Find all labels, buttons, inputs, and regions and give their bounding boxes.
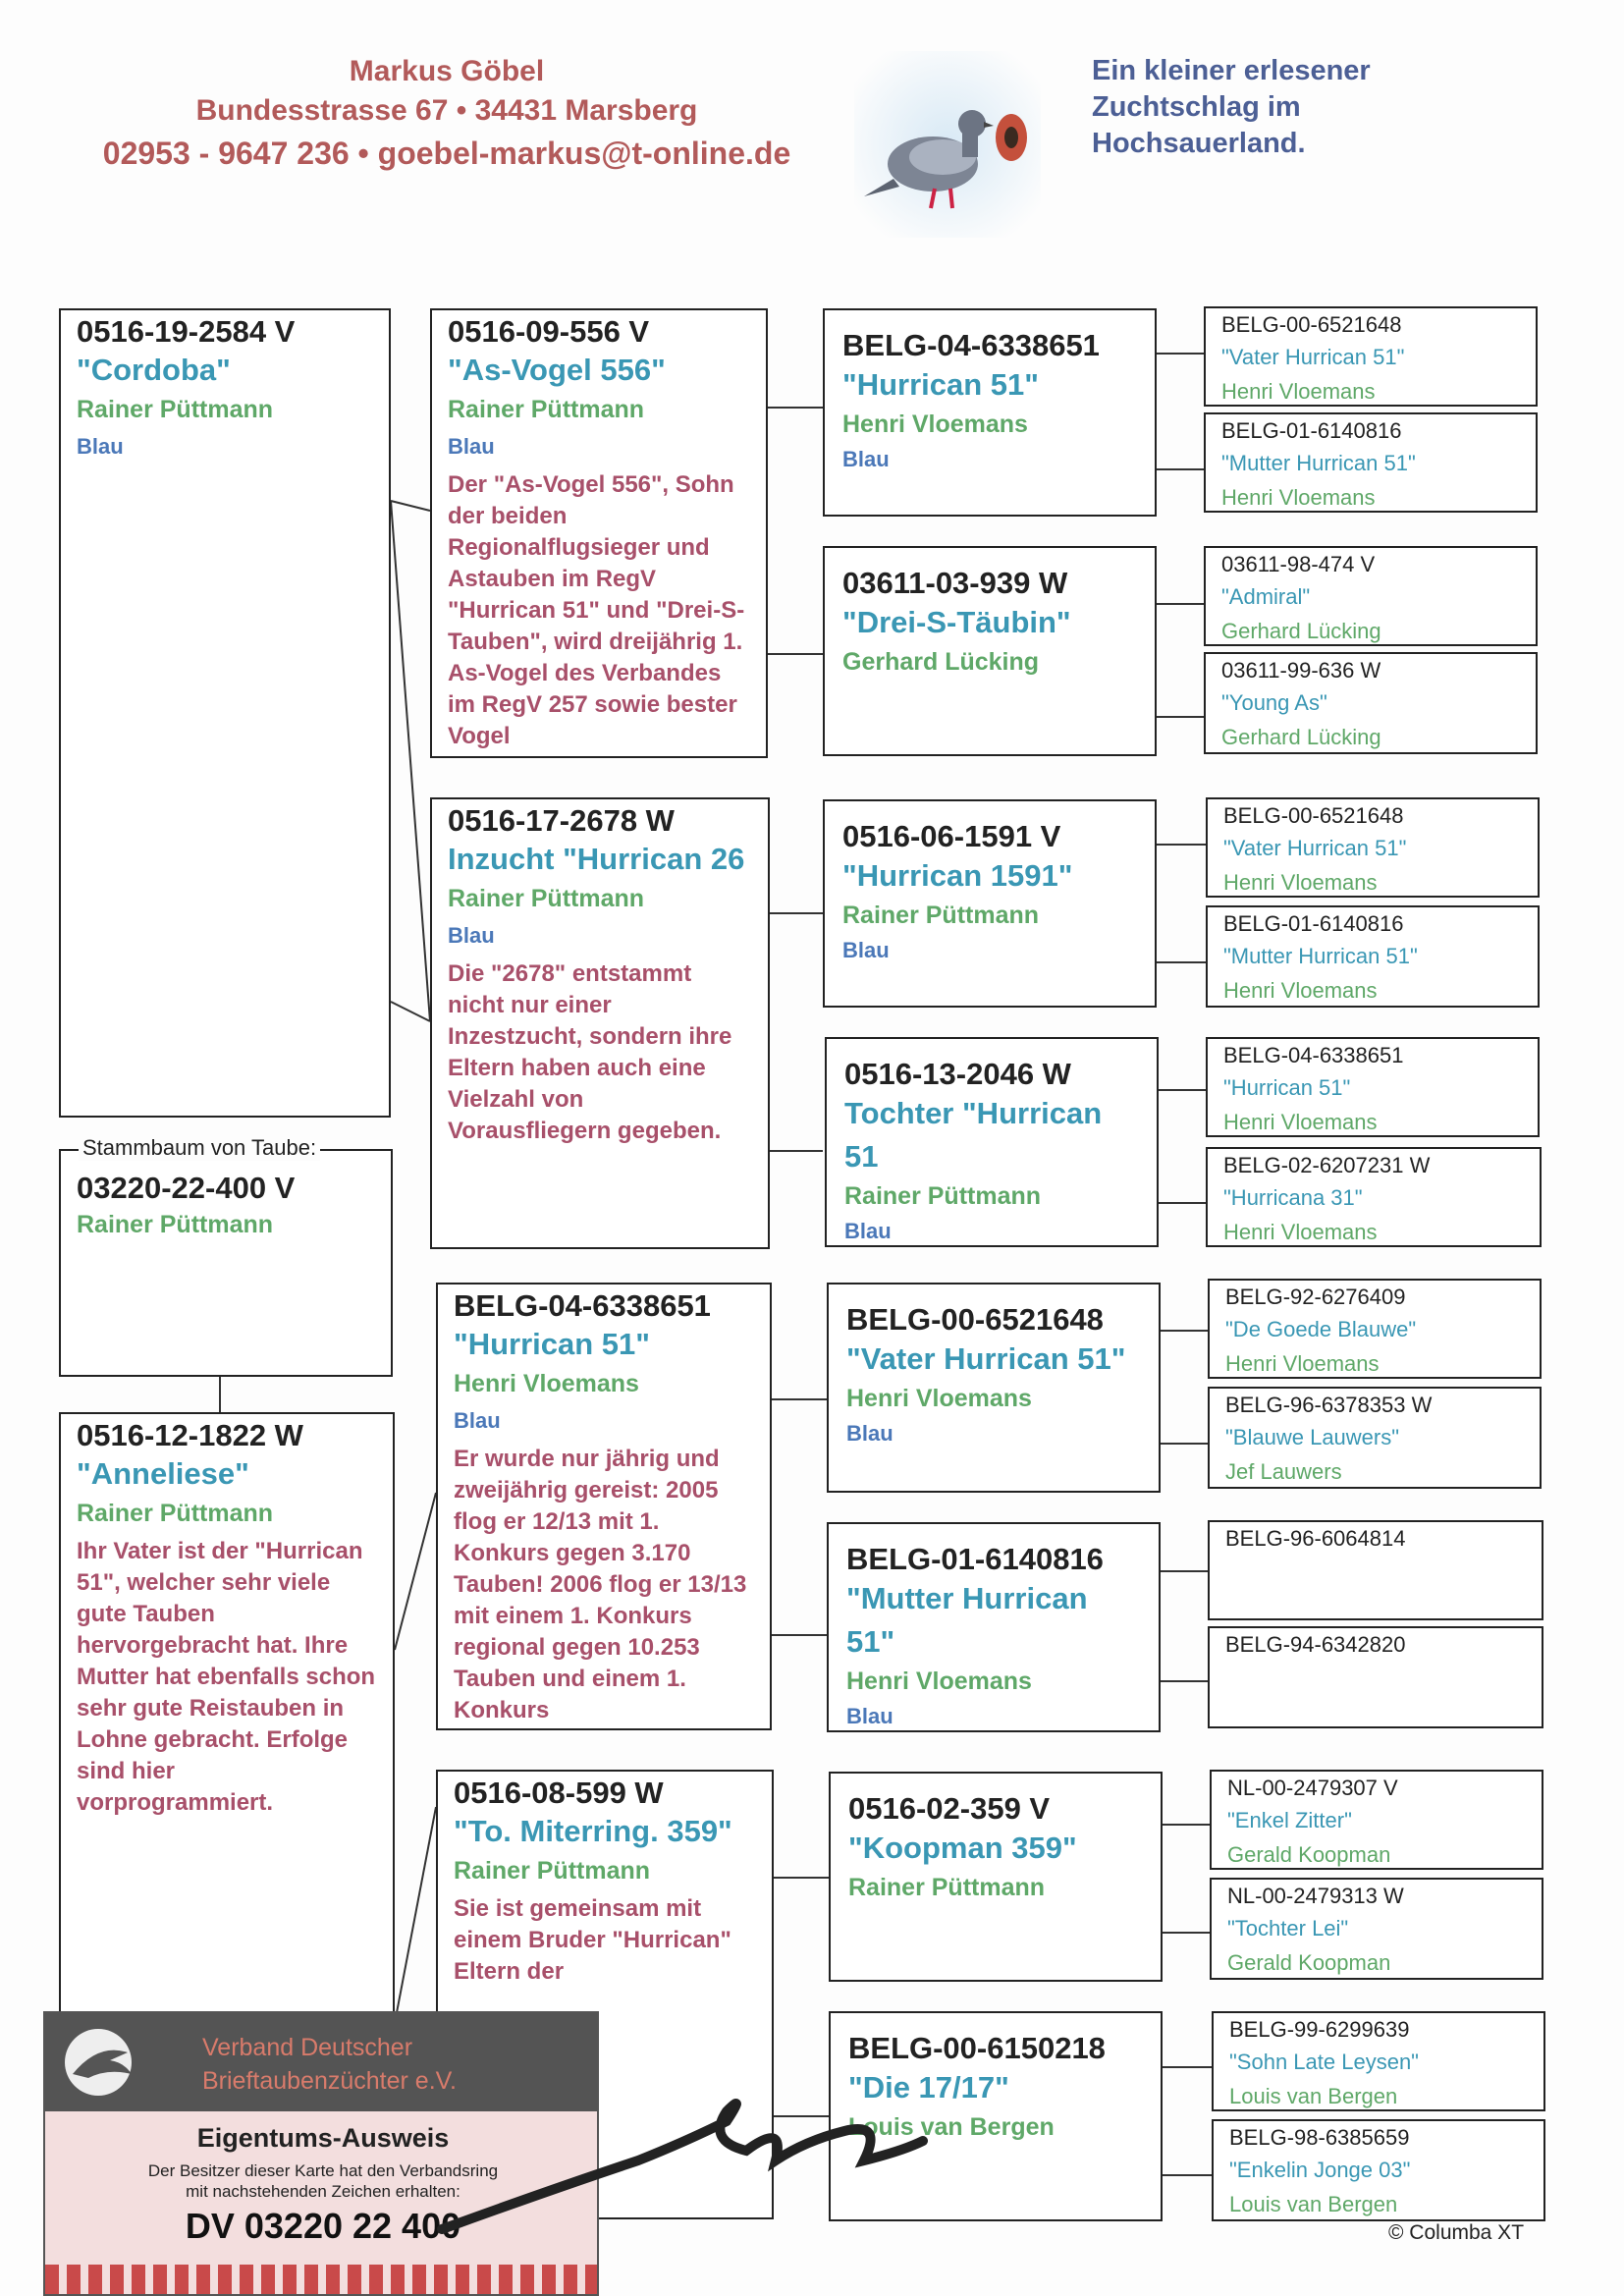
breeder-label: Gerhard Lücking: [1221, 619, 1381, 643]
ancestor-box: [1210, 1770, 1543, 1870]
great-grandparent-box: [823, 799, 1157, 1008]
ancestor-box: [1204, 652, 1538, 754]
subject-box: [59, 1149, 393, 1377]
breeder-label: Henri Vloemans: [846, 1385, 1032, 1412]
card-text-line: Der Besitzer dieser Karte hat den Verbandsring: [147, 2161, 499, 2180]
breeder-label: Henri Vloemans: [1221, 379, 1376, 404]
breeder-label: Henri Vloemans: [454, 1370, 639, 1397]
ancestor-box: [1206, 797, 1540, 898]
breeder-label: Louis van Bergen: [848, 2113, 1055, 2141]
ancestor-box: [1206, 1037, 1540, 1137]
pigeon-name: Inzucht "Hurrican 26: [448, 842, 745, 876]
slogan-line: Hochsauerland.: [1092, 128, 1306, 159]
great-grandparent-box: [827, 1522, 1161, 1732]
ring-number: BELG-01-6140816: [1221, 418, 1402, 443]
ancestor-box: [1212, 2011, 1545, 2111]
pigeon-name: "Hurrican 51": [842, 367, 1039, 402]
ring-number: NL-00-2479307 V: [1227, 1776, 1398, 1800]
breeder-label: Gerald Koopman: [1227, 1950, 1391, 1975]
breeder-label: Rainer Püttmann: [77, 396, 274, 423]
pigeon-name: "Young As": [1221, 690, 1327, 715]
pigeon-name: Tochter "Hurrican 51: [844, 1096, 1103, 1174]
pigeon-name: "Cordoba": [77, 353, 231, 387]
great-grandparent-box: [823, 546, 1157, 756]
ring-number: BELG-00-6521648: [1223, 803, 1404, 828]
ring-number: BELG-04-6338651: [1223, 1043, 1404, 1067]
card-text-line: mit nachstehenden Zeichen erhalten:: [186, 2182, 460, 2201]
breeder-label: Henri Vloemans: [846, 1667, 1032, 1695]
ring-number: BELG-96-6378353 W: [1225, 1393, 1433, 1417]
ring-number: 0516-13-2046 W: [844, 1057, 1071, 1091]
pigeon-note: Die "2678" entstammt nicht nur einer Inzestzucht, sondern ihre Eltern haben auch eine Vielzahl von Vorausfliegern gegeben.: [448, 960, 732, 1144]
pigeon-name: "Mutter Hurrican 51": [846, 1581, 1088, 1659]
color-label: Blau: [448, 923, 495, 948]
ancestor-box: [1210, 1878, 1543, 1980]
breeder-label: Rainer Püttmann: [842, 902, 1040, 929]
great-grandparent-box: [829, 1772, 1163, 1982]
color-label: Blau: [77, 434, 124, 459]
ring-number: 0516-08-599 W: [454, 1776, 664, 1810]
ring-number: BELG-98-6385659: [1229, 2125, 1410, 2150]
ring-number: 03611-03-939 W: [842, 566, 1068, 600]
ring-number: BELG-94-6342820: [1225, 1632, 1406, 1657]
breeder-label: Henri Vloemans: [1223, 978, 1378, 1003]
ring-number: 0516-17-2678 W: [448, 803, 675, 838]
card-org-line: Verband Deutscher: [202, 2034, 413, 2061]
card-stripe: [45, 2265, 599, 2294]
pigeon-name: "Hurricana 31": [1223, 1185, 1363, 1210]
pigeon-name: "Vater Hurrican 51": [1223, 836, 1407, 860]
color-label: Blau: [846, 1421, 893, 1446]
pigeon-name: "Hurrican 51": [454, 1327, 650, 1361]
ring-number: BELG-99-6299639: [1229, 2017, 1410, 2042]
ancestor-box: [1204, 412, 1538, 513]
pigeon-name: "To. Miterring. 359": [454, 1814, 732, 1848]
pigeon-name: "Hurrican 51": [1223, 1075, 1351, 1100]
copyright-notice: © Columba XT: [1388, 2221, 1525, 2244]
ring-number: BELG-01-6140816: [1223, 911, 1404, 936]
grandparent-box: [436, 1283, 772, 1730]
color-label: Blau: [448, 434, 495, 459]
breeder-label: Henri Vloemans: [1221, 485, 1376, 510]
breeder-address: Bundesstrasse 67 • 34431 Marsberg: [195, 94, 698, 127]
pigeon-note: Ihr Vater ist der "Hurrican 51", welcher sehr viele gute Tauben hervorgebracht hat. Ihre Mutter hat ebenfalls schon sehr gute Reistauben in Lohne gebracht. Erfolge sind hier vorprogrammiert.: [77, 1538, 376, 1816]
subject-caption: Stammbaum von Taube:: [79, 1135, 320, 1161]
ring-number: 03611-99-636 W: [1221, 658, 1381, 683]
breeder-label: Henri Vloemans: [1223, 1110, 1378, 1134]
pigeon-name: "Drei-S-Täubin": [842, 605, 1071, 639]
ring-number: BELG-96-6064814: [1225, 1526, 1406, 1551]
breeder-contact: 02953 - 9647 236 • goebel-markus@t-online.de: [102, 136, 791, 171]
breeder-label: Rainer Püttmann: [448, 885, 645, 912]
breeder-label: Gerhard Lücking: [842, 648, 1040, 676]
pigeon-name: "Admiral": [1221, 584, 1311, 609]
ancestor-box: [1206, 905, 1540, 1008]
color-label: Blau: [454, 1408, 501, 1433]
breeder-label: Louis van Bergen: [1229, 2084, 1398, 2108]
breeder-label: Henri Vloemans: [1223, 870, 1378, 895]
great-grandparent-box: [827, 1283, 1161, 1493]
breeder-label: Rainer Püttmann: [77, 1500, 274, 1527]
pigeon-name: "Tochter Lei": [1227, 1916, 1349, 1941]
pigeon-name: "Enkelin Jonge 03": [1229, 2158, 1411, 2182]
pigeon-name: "Anneliese": [77, 1456, 249, 1491]
breeder-label: Henri Vloemans: [842, 410, 1028, 438]
pigeon-note: Der "As-Vogel 556", Sohn der beiden Regionalflugsieger und Astauben im RegV "Hurrican 51" und "Drei-S-Tauben", wird dreijährig 1. As-Vogel des Verbandes im RegV 257 sowie bester Vogel: [448, 471, 745, 749]
ancestor-box: [1208, 1520, 1543, 1620]
ancestor-box: [1212, 2119, 1545, 2221]
ring-number: BELG-00-6521648: [1221, 312, 1402, 337]
breeder-label: Rainer Püttmann: [844, 1182, 1042, 1210]
handwritten-signature: [432, 2052, 943, 2249]
ring-number: BELG-00-6150218: [848, 2031, 1106, 2065]
ring-number: 0516-02-359 V: [848, 1791, 1051, 1826]
ancestor-box: [1208, 1387, 1542, 1489]
ring-number: BELG-92-6276409: [1225, 1285, 1406, 1309]
ring-number: 03611-98-474 V: [1221, 552, 1376, 576]
color-label: Blau: [842, 938, 890, 962]
ring-number: 0516-06-1591 V: [842, 819, 1061, 853]
ring-number: BELG-02-6207231 W: [1223, 1153, 1431, 1177]
dove-logo-icon: [59, 2023, 177, 2102]
breeder-label: Louis van Bergen: [1229, 2192, 1398, 2216]
ring-number: 03220-22-400 V: [77, 1171, 296, 1205]
pigeon-name: "Vater Hurrican 51": [1221, 345, 1405, 369]
pigeon-name: "Enkel Zitter": [1227, 1808, 1352, 1832]
ring-number: NL-00-2479313 W: [1227, 1884, 1404, 1908]
pigeon-name: "Koopman 359": [848, 1831, 1077, 1865]
ring-number: BELG-01-6140816: [846, 1542, 1104, 1576]
pigeon-note: Er wurde nur jährig und zweijährig gereist: 2005 flog er 12/13 mit 1. Konkurs gegen 3.170 Tauben! 2006 flog er 13/13 mit einem 1. Konkurs regional gegen 10.253 Tauben und einem 1. Konkurs: [454, 1446, 747, 1723]
father-box: [59, 308, 391, 1118]
ring-number: 0516-12-1822 W: [77, 1418, 303, 1452]
ring-number: 0516-19-2584 V: [77, 314, 296, 349]
ring-number: 0516-09-556 V: [448, 314, 650, 349]
slogan-line: Zuchtschlag im: [1092, 91, 1301, 123]
ring-number: BELG-00-6521648: [846, 1302, 1104, 1337]
breeder-label: Rainer Püttmann: [454, 1857, 651, 1885]
breeder-label: Rainer Püttmann: [848, 1874, 1046, 1901]
ancestor-box: [1204, 306, 1538, 407]
card-org-line: Brieftaubenzüchter e.V.: [202, 2067, 457, 2095]
ancestor-box: [1208, 1626, 1543, 1728]
breeder-label: Henri Vloemans: [1223, 1220, 1378, 1244]
breeder-label: Rainer Püttmann: [448, 396, 645, 423]
breeder-label: Rainer Püttmann: [77, 1211, 274, 1238]
pigeon-name: "Hurrican 1591": [842, 858, 1073, 893]
grandparent-box: [430, 797, 770, 1249]
ancestor-box: [1206, 1147, 1542, 1247]
pigeon-name: "Mutter Hurrican 51": [1223, 944, 1418, 968]
ancestor-box: [1204, 546, 1538, 646]
ring-number: BELG-04-6338651: [454, 1288, 711, 1323]
color-label: Blau: [846, 1704, 893, 1728]
card-ring-number: DV 03220 22 400: [185, 2206, 461, 2246]
breeder-name: Markus Göbel: [349, 55, 545, 87]
card-title: Eigentums-Ausweis: [196, 2123, 450, 2153]
breeder-label: Henri Vloemans: [1225, 1351, 1380, 1376]
ring-number: BELG-04-6338651: [842, 328, 1100, 362]
color-label: Blau: [844, 1219, 892, 1243]
breeder-label: Jef Lauwers: [1225, 1459, 1342, 1484]
great-grandparent-box: [823, 308, 1157, 517]
pigeon-name: "De Goede Blauwe": [1225, 1317, 1417, 1341]
pigeon-name: "Mutter Hurrican 51": [1221, 451, 1416, 475]
great-grandparent-box: [825, 1037, 1159, 1247]
grandparent-box: [430, 308, 768, 758]
card-organization: [202, 2031, 457, 2098]
pigeon-name: "As-Vogel 556": [448, 353, 666, 387]
color-label: Blau: [842, 447, 890, 471]
ancestor-box: [1208, 1279, 1542, 1379]
pigeon-name: "Sohn Late Leysen": [1229, 2050, 1419, 2074]
slogan-line: Ein kleiner erlesener: [1092, 55, 1371, 86]
pigeon-name: "Die 17/17": [848, 2070, 1009, 2105]
pigeon-name: "Blauwe Lauwers": [1225, 1425, 1400, 1449]
pigeon-note: Sie ist gemeinsam mit einem Bruder "Hurrican" Eltern der: [454, 1895, 731, 1985]
breeder-label: Gerald Koopman: [1227, 1842, 1391, 1867]
pigeon-name: "Vater Hurrican 51": [846, 1341, 1126, 1376]
breeder-label: Gerhard Lücking: [1221, 725, 1381, 749]
